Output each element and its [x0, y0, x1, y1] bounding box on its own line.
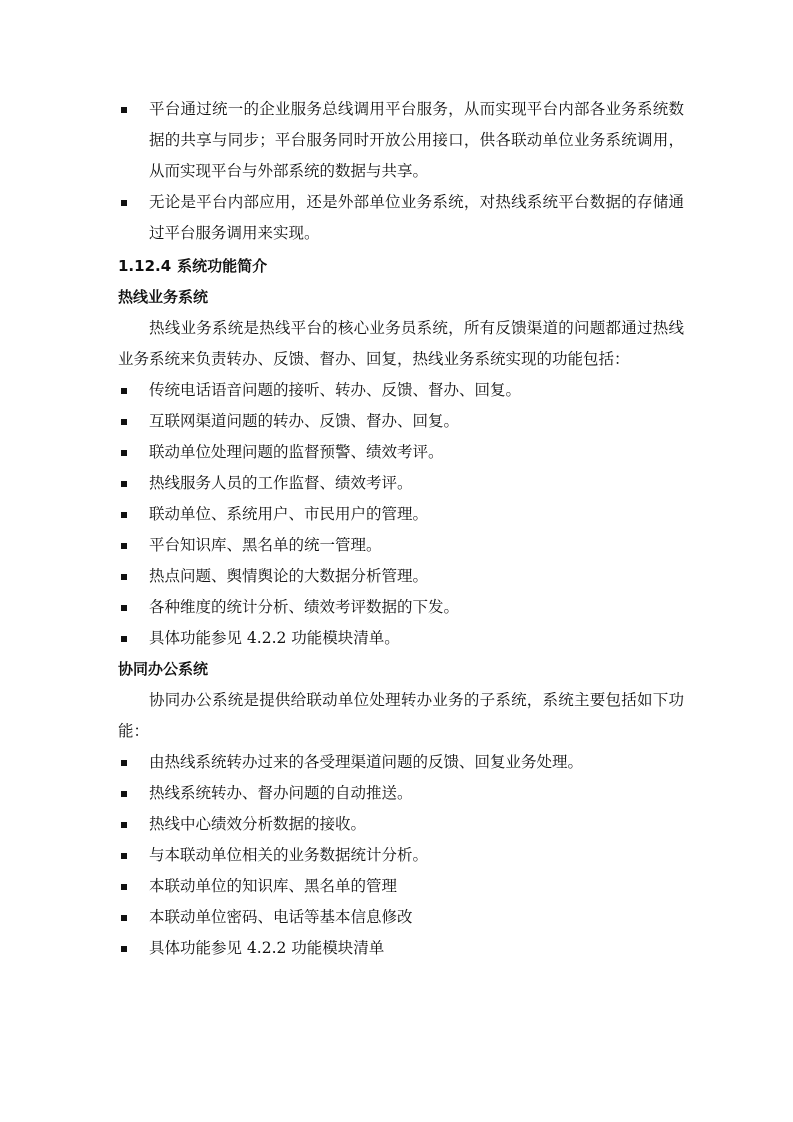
list-item-text: 无论是平台内部应用，还是外部单位业务系统，对热线系统平台数据的存储通过平台服务调用来实现。: [149, 193, 684, 242]
section-heading: [118, 251, 684, 282]
subsection-title-collab: 协同办公系统: [118, 660, 209, 678]
list-item: [118, 871, 684, 902]
bullet-square-icon: [121, 760, 127, 766]
list-item: [118, 499, 684, 530]
list-item: [118, 94, 684, 187]
list-item-text: 传统电话语音问题的接听、转办、反馈、督办、回复。: [149, 381, 522, 399]
list-item: [118, 592, 684, 623]
bullet-square-icon: [121, 481, 127, 487]
list-item: [118, 468, 684, 499]
bullet-square-icon: [121, 884, 127, 890]
list-item-text: 本联动单位密码、电话等基本信息修改: [149, 908, 413, 926]
bullet-square-icon: [121, 450, 127, 456]
bullet-square-icon: [121, 605, 127, 611]
list-item-text: 热点问题、舆情舆论的大数据分析管理。: [149, 567, 429, 585]
list-item-text: 本联动单位的知识库、黑名单的管理: [149, 877, 398, 895]
list-item-text: 由热线系统转办过来的各受理渠道问题的反馈、回复业务处理。: [149, 753, 584, 771]
list-item: [118, 406, 684, 437]
bullet-square-icon: [121, 915, 127, 921]
list-item-text: 热线服务人员的工作监督、绩效考评。: [149, 474, 413, 492]
list-item-text: 具体功能参见 4.2.2 功能模块清单: [149, 939, 385, 957]
list-item: [118, 623, 684, 654]
list-item-text: 平台知识库、黑名单的统一管理。: [149, 536, 382, 554]
bullet-square-icon: [121, 543, 127, 549]
bullet-square-icon: [121, 822, 127, 828]
list-item: [118, 187, 684, 249]
list-item: [118, 809, 684, 840]
bullet-square-icon: [121, 946, 127, 952]
section-title: 系统功能简介: [177, 257, 268, 275]
bullet-square-icon: [121, 200, 127, 206]
list-item: [118, 747, 684, 778]
bullet-square-icon: [121, 853, 127, 859]
subsection-title-hotline: 热线业务系统: [118, 288, 209, 306]
bullet-square-icon: [121, 512, 127, 518]
list-item-text: 互联网渠道问题的转办、反馈、督办、回复。: [149, 412, 460, 430]
list-item-text: 平台通过统一的企业服务总线调用平台服务，从而实现平台内部各业务系统数据的共享与同步；平台服务同时开放公用接口，供各联动单位业务系统调用，从而实现平台与外部系统的数据与共享。: [149, 100, 684, 180]
list-item: [118, 778, 684, 809]
hotline-intro-paragraph: 热线业务系统是热线平台的核心业务员系统，所有反馈渠道的问题都通过热线业务系统来负责转办、反馈、督办、回复，热线业务系统实现的功能包括：: [118, 319, 684, 368]
bullet-square-icon: [121, 574, 127, 580]
page-content: [118, 94, 684, 964]
list-item-text: 与本联动单位相关的业务数据统计分析。: [149, 846, 429, 864]
list-item-text: 联动单位、系统用户、市民用户的管理。: [149, 505, 429, 523]
collab-intro-paragraph: 协同办公系统是提供给联动单位处理转办业务的子系统，系统主要包括如下功能：: [118, 691, 684, 740]
list-item-text: 联动单位处理问题的监督预警、绩效考评。: [149, 443, 444, 461]
bullet-square-icon: [121, 419, 127, 425]
list-item: [118, 840, 684, 871]
list-item: [118, 902, 684, 933]
bullet-square-icon: [121, 107, 127, 113]
list-item-text: 热线系统转办、督办问题的自动推送。: [149, 784, 413, 802]
bullet-square-icon: [121, 791, 127, 797]
list-item-text: 各种维度的统计分析、绩效考评数据的下发。: [149, 598, 460, 616]
section-number: 1.12.4: [118, 257, 172, 275]
list-item: [118, 933, 684, 964]
list-item: [118, 437, 684, 468]
list-item-text: 具体功能参见 4.2.2 功能模块清单。: [149, 629, 400, 647]
list-item-text: 热线中心绩效分析数据的接收。: [149, 815, 367, 833]
list-item: [118, 561, 684, 592]
bullet-square-icon: [121, 636, 127, 642]
list-item: [118, 530, 684, 561]
bullet-square-icon: [121, 388, 127, 394]
list-item: [118, 375, 684, 406]
